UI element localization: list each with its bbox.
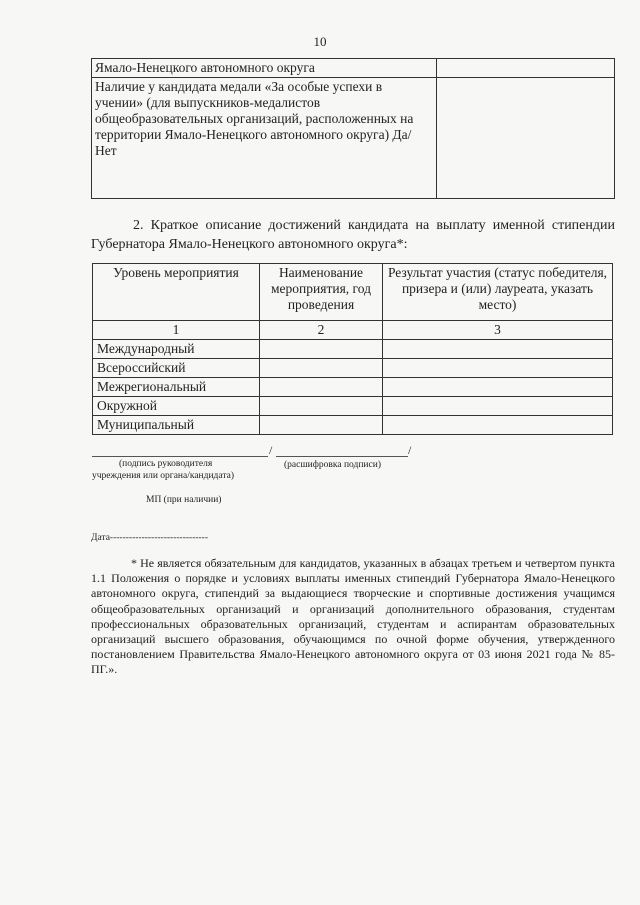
page-number: 10 — [313, 34, 327, 49]
table-header-row — [93, 264, 613, 321]
signature-line[interactable] — [92, 456, 268, 457]
separator-slash: / — [269, 443, 273, 457]
column-number: 3 — [383, 321, 613, 340]
table-cell — [383, 416, 613, 435]
table-cell — [383, 378, 613, 397]
achievements-table — [92, 263, 613, 435]
candidate-info-table — [91, 58, 615, 199]
column-header-event-name: Наименование мероприятия, год проведения — [260, 264, 383, 321]
table-cell — [437, 59, 615, 78]
table-cell — [260, 340, 383, 359]
signature-caption: (подпись руководителя — [119, 459, 213, 469]
table-cell — [260, 359, 383, 378]
table-row — [93, 397, 613, 416]
footnote: * Не является обязательным для кандидатов, указанных в абзацах третьем и четвертом пункта 1.1 Положения о порядке и условиях выплаты именных стипендий Губернатора Ямало-Ненецкого автономного округа, стипендий за выдающиеся творческие и спортивные достижения учащимся общеобразовательных организаций и организаций дополнительного образования, студентам профессиональных образовательных организаций, студентам и аспирантам образовательных организаций высшего образования, обучающимся по очной форме обучения, утвержденного постановлением Правительства Ямало-Ненецкого автономного округа от 03 июня 2021 года № 85-ПГ.». — [91, 556, 615, 677]
table-cell — [383, 359, 613, 378]
level-cell: Окружной — [93, 397, 260, 416]
signature-caption: учреждения или органа/кандидата) — [92, 471, 234, 481]
separator-slash: / — [408, 443, 412, 457]
column-number: 1 — [93, 321, 260, 340]
table-row — [92, 78, 615, 199]
table-cell: Ямало-Ненецкого автономного округа — [92, 59, 437, 78]
level-cell: Всероссийский — [93, 359, 260, 378]
table-row — [93, 359, 613, 378]
table-cell — [437, 78, 615, 199]
section-2-paragraph: 2. Краткое описание достижений кандидата на выплату именной стипендии Губернатора Ямало-Ненецкого автономного округа*: — [91, 218, 615, 252]
level-cell: Межрегиональный — [93, 378, 260, 397]
signature-decryption-line[interactable] — [276, 456, 408, 457]
column-header-level: Уровень мероприятия — [93, 264, 260, 321]
column-header-result: Результат участия (статус победителя, призера и (или) лауреата, указать место) — [383, 264, 613, 321]
date-field[interactable]: Дата------------------------------- — [91, 533, 209, 543]
table-cell: Наличие у кандидата медали «За особые успехи в учении» (для выпускников-медалистов общеобразовательных организаций, расположенных на территории Ямало-Ненецкого автономного округа) Да/Нет — [92, 78, 437, 199]
column-number: 2 — [260, 321, 383, 340]
table-cell — [383, 340, 613, 359]
table-row — [93, 378, 613, 397]
column-numbers-row — [93, 321, 613, 340]
table-cell — [260, 378, 383, 397]
table-cell — [260, 416, 383, 435]
table-row — [93, 416, 613, 435]
decryption-caption: (расшифровка подписи) — [284, 460, 381, 470]
table-cell — [383, 397, 613, 416]
stamp-label: МП (при наличии) — [146, 495, 222, 505]
table-row — [93, 340, 613, 359]
level-cell: Муниципальный — [93, 416, 260, 435]
level-cell: Международный — [93, 340, 260, 359]
table-row — [92, 59, 615, 78]
table-cell — [260, 397, 383, 416]
